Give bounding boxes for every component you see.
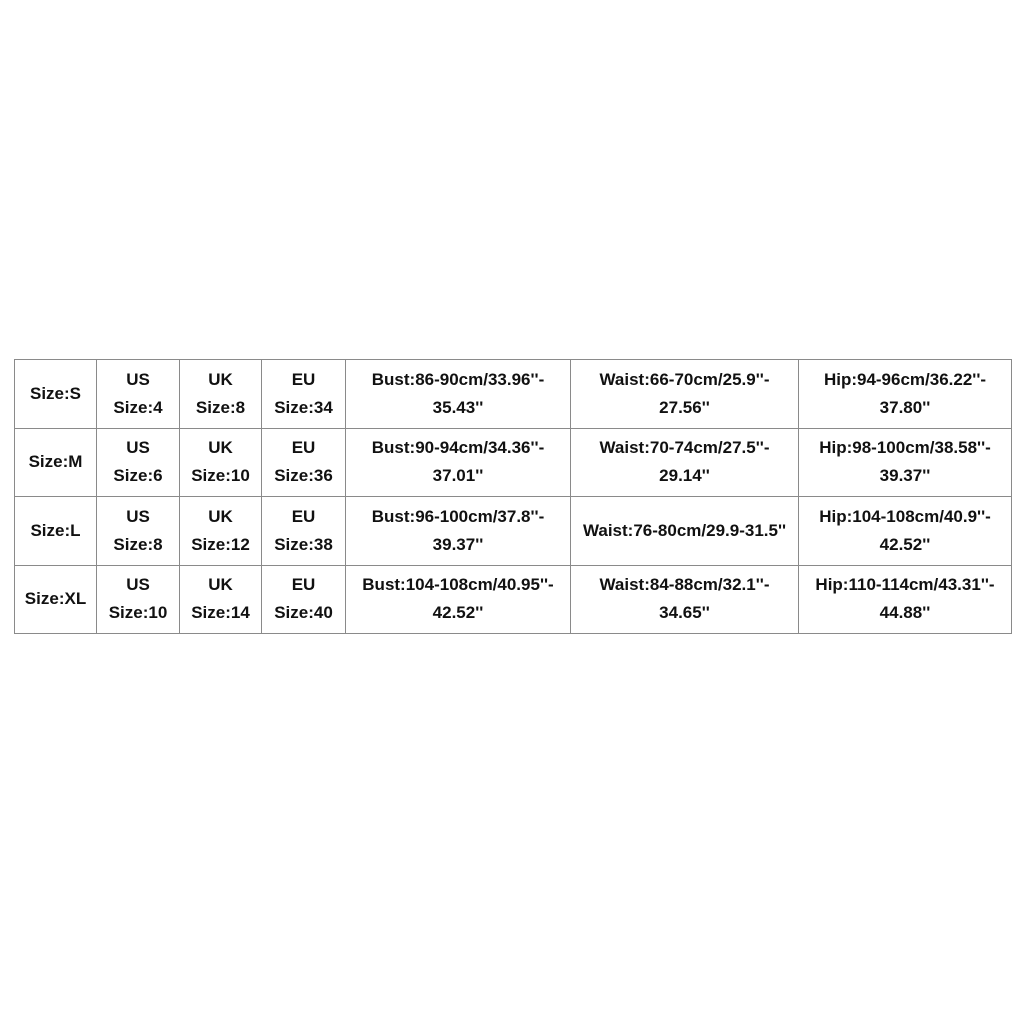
hip-measurement-cell-line: 42.52''	[879, 534, 931, 554]
bust-measurement-cell-line: Bust:90-94cm/34.36''-	[371, 438, 545, 458]
uk-size-cell-line: UK	[208, 369, 233, 389]
hip-measurement-cell	[799, 360, 1012, 429]
eu-size-cell	[262, 428, 346, 497]
us-size-cell-line: US	[126, 369, 150, 389]
us-size-cell-line: Size:4	[113, 397, 163, 417]
bust-measurement-cell-line: Bust:96-100cm/37.8''-	[371, 506, 545, 526]
bust-measurement-cell-line: 42.52''	[432, 603, 484, 623]
uk-size-cell-line: Size:14	[191, 603, 250, 623]
us-size-cell	[97, 360, 180, 429]
size-label-cell-text: Size:XL	[24, 589, 87, 609]
us-size-cell-line: Size:10	[108, 603, 168, 623]
eu-size-cell-line: EU	[291, 506, 316, 526]
size-label-cell	[15, 360, 97, 429]
eu-size-cell-line: Size:40	[274, 603, 333, 623]
us-size-cell-line: US	[126, 506, 150, 526]
us-size-cell-line: US	[126, 575, 150, 595]
waist-measurement-cell-line: Waist:76-80cm/29.9-31.5''	[582, 520, 787, 540]
waist-measurement-cell-line: 29.14''	[659, 466, 710, 486]
size-label-cell-text: Size:L	[30, 520, 81, 540]
eu-size-cell-line: Size:34	[274, 397, 333, 417]
uk-size-cell-line: UK	[208, 506, 233, 526]
waist-measurement-cell-line: Waist:70-74cm/27.5''-	[599, 438, 770, 458]
bust-measurement-cell	[346, 360, 571, 429]
size-label-cell	[15, 565, 97, 634]
hip-measurement-cell	[799, 497, 1012, 566]
uk-size-cell-line: Size:10	[191, 466, 250, 486]
uk-size-cell-line: UK	[208, 575, 233, 595]
us-size-cell-line: Size:8	[113, 534, 163, 554]
eu-size-cell	[262, 497, 346, 566]
uk-size-cell	[180, 565, 262, 634]
eu-size-cell-line: EU	[291, 575, 316, 595]
uk-size-cell-line: UK	[208, 438, 233, 458]
uk-size-cell	[180, 497, 262, 566]
bust-measurement-cell-line: 35.43''	[432, 397, 484, 417]
eu-size-cell-line: EU	[291, 438, 316, 458]
waist-measurement-cell	[571, 428, 799, 497]
size-row	[15, 497, 1012, 566]
us-size-cell-line: US	[126, 438, 150, 458]
size-row	[15, 360, 1012, 429]
size-chart-table	[14, 359, 1012, 634]
size-label-cell	[15, 428, 97, 497]
eu-size-cell	[262, 565, 346, 634]
hip-measurement-cell-line: Hip:94-96cm/36.22''-	[823, 369, 987, 389]
eu-size-cell-line: EU	[291, 369, 316, 389]
size-label-cell-text: Size:M	[28, 452, 83, 472]
bust-measurement-cell-line: Bust:86-90cm/33.96''-	[371, 369, 545, 389]
bust-measurement-cell-line: 37.01''	[432, 466, 484, 486]
hip-measurement-cell-line: Hip:98-100cm/38.58''-	[819, 438, 991, 458]
uk-size-cell	[180, 428, 262, 497]
hip-measurement-cell	[799, 565, 1012, 634]
size-label-cell	[15, 497, 97, 566]
eu-size-cell	[262, 360, 346, 429]
bust-measurement-cell	[346, 565, 571, 634]
size-chart-body	[15, 360, 1012, 634]
hip-measurement-cell-line: 37.80''	[879, 397, 931, 417]
waist-measurement-cell	[571, 565, 799, 634]
bust-measurement-cell-line: 39.37''	[432, 534, 484, 554]
bust-measurement-cell-line: Bust:104-108cm/40.95''-	[362, 575, 554, 595]
hip-measurement-cell	[799, 428, 1012, 497]
hip-measurement-cell-line: Hip:110-114cm/43.31''-	[815, 575, 995, 595]
bust-measurement-cell	[346, 428, 571, 497]
uk-size-cell	[180, 360, 262, 429]
waist-measurement-cell-line: 34.65''	[659, 603, 710, 623]
waist-measurement-cell-line: Waist:66-70cm/25.9''-	[599, 369, 770, 389]
us-size-cell	[97, 565, 180, 634]
bust-measurement-cell	[346, 497, 571, 566]
waist-measurement-cell	[571, 497, 799, 566]
eu-size-cell-line: Size:38	[274, 534, 333, 554]
uk-size-cell-line: Size:12	[191, 534, 250, 554]
hip-measurement-cell-line: 44.88''	[879, 603, 931, 623]
hip-measurement-cell-line: Hip:104-108cm/40.9''-	[819, 506, 991, 526]
uk-size-cell-line: Size:8	[195, 397, 246, 417]
eu-size-cell-line: Size:36	[274, 466, 333, 486]
size-row	[15, 565, 1012, 634]
waist-measurement-cell	[571, 360, 799, 429]
size-row	[15, 428, 1012, 497]
waist-measurement-cell-line: Waist:84-88cm/32.1''-	[599, 575, 770, 595]
us-size-cell	[97, 428, 180, 497]
us-size-cell	[97, 497, 180, 566]
hip-measurement-cell-line: 39.37''	[879, 466, 931, 486]
us-size-cell-line: Size:6	[113, 466, 163, 486]
size-label-cell-text: Size:S	[29, 383, 82, 403]
waist-measurement-cell-line: 27.56''	[659, 397, 710, 417]
